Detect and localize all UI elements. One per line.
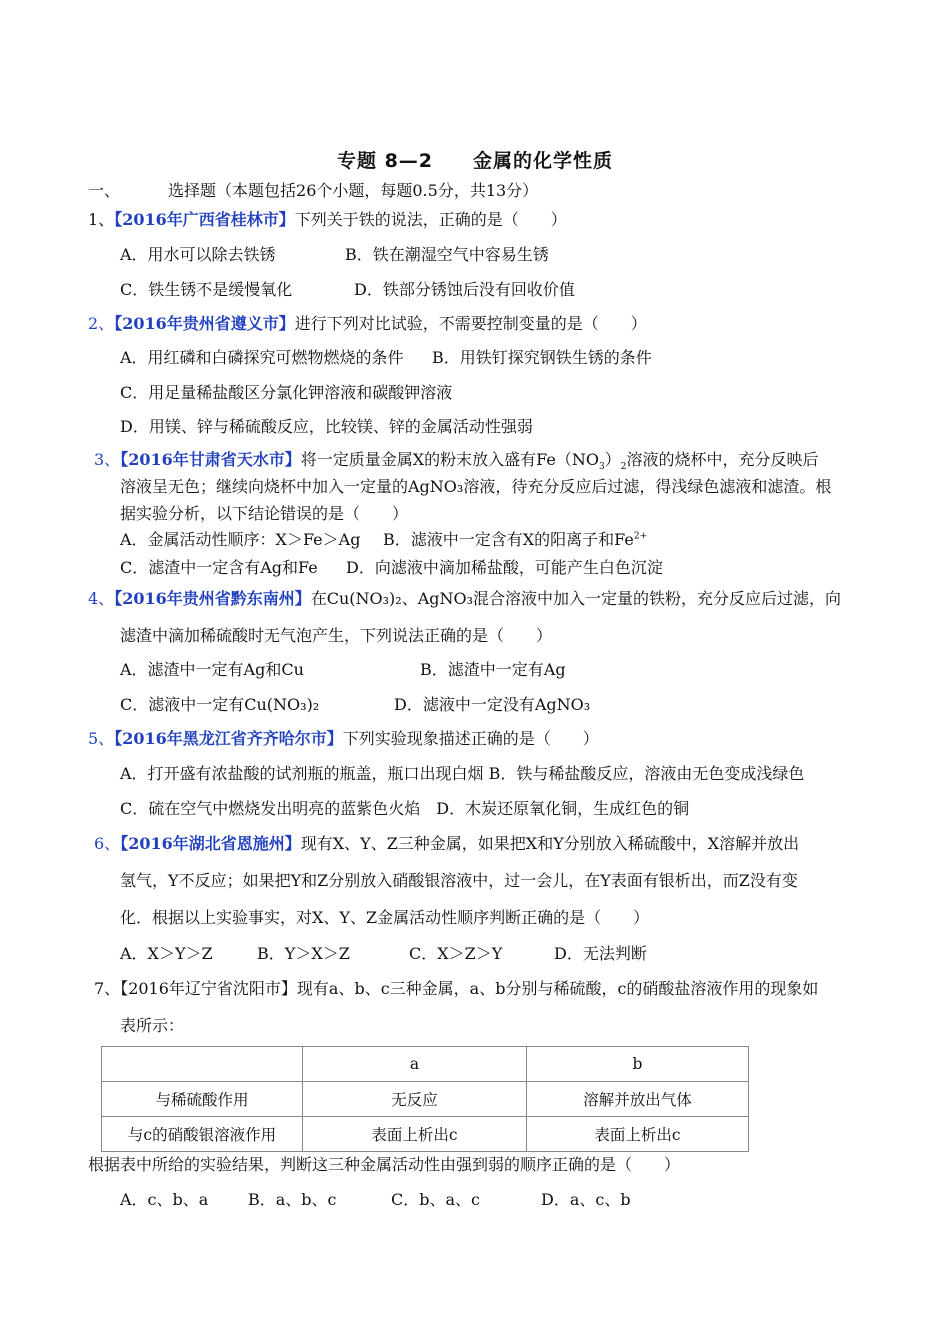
question-text: 下列实验现象描述正确的是（ ）	[342, 729, 599, 748]
table-cell: 无反应	[303, 1082, 527, 1117]
table-row	[102, 1082, 749, 1117]
question-2-option-d: D．用镁、锌与稀硫酸反应，比较镁、锌的金属活动性强弱	[120, 417, 533, 436]
question-number: 4、	[88, 589, 115, 608]
question-1-option-c: C．铁生锈不是缓慢氧化	[120, 280, 293, 299]
question-4-option-a: A．滤渣中一定有Ag和Cu	[120, 660, 304, 679]
table-header-cell: b	[527, 1047, 749, 1082]
question-3-stem-line-3: 据实验分析，以下结论错误的是（ ）	[120, 504, 409, 523]
question-4-option-b: B．滤渣中一定有Ag	[420, 660, 566, 679]
question-3-option-a: A．金属活动性顺序：X＞Fe＞Ag	[120, 530, 361, 549]
table-row	[102, 1117, 749, 1152]
question-2-option-c: C．用足量稀盐酸区分氯化钾溶液和碳酸钾溶液	[120, 383, 453, 402]
table-header-row	[102, 1047, 749, 1082]
question-source: 【2016年黑龙江省齐齐哈尔市】	[114, 729, 343, 748]
question-3-option-d: D．向滤液中滴加稀盐酸，可能产生白色沉淀	[346, 558, 663, 577]
table-cell: 表面上析出c	[303, 1117, 527, 1152]
question-6-option-a: A．X＞Y＞Z	[120, 944, 213, 963]
question-5-stem	[88, 728, 599, 750]
question-source: 【2016年贵州省黔东南州】	[114, 589, 311, 608]
question-3-stem-line-2: 溶液呈无色；继续向烧杯中加入一定量的AgNO₃溶液，待充分反应后过滤，得浅绿色滤液和滤渣。根	[120, 477, 832, 496]
question-4-stem-line-2: 滤渣中滴加稀硫酸时无气泡产生，下列说法正确的是（ ）	[120, 626, 553, 645]
question-number: 6、	[94, 834, 121, 853]
question-3-option-c: C．滤渣中一定含有Ag和Fe	[120, 558, 318, 577]
question-1-stem	[88, 209, 567, 231]
question-text-part: ）	[604, 450, 621, 469]
question-3-option-b	[383, 529, 647, 551]
question-number: 5、	[88, 729, 115, 748]
question-source: 【2016年辽宁省沈阳市】	[120, 979, 297, 998]
question-6-stem-line-3: 化．根据以上实验事实，对X、Y、Z金属活动性顺序判断正确的是（ ）	[120, 908, 650, 927]
question-source: 【2016年贵州省遵义市】	[114, 314, 295, 333]
question-source: 【2016年湖北省恩施州】	[120, 834, 301, 853]
question-2-stem	[88, 313, 647, 335]
question-6-stem-line-2: 氢气，Y不反应；如果把Y和Z分别放入硝酸银溶液中，过一会儿，在Y表面有银析出，而Z没有变	[120, 871, 798, 890]
question-text: 将一定质量金属X的粉末放入盛有Fe（NO	[300, 450, 599, 469]
question-3-stem-line-1	[94, 449, 818, 471]
results-table	[101, 1046, 749, 1152]
question-source: 【2016年广西省桂林市】	[114, 210, 295, 229]
question-7-option-c: C．b、a、c	[391, 1190, 480, 1209]
question-4-stem-line-1	[88, 588, 841, 610]
question-number: 1、	[88, 210, 115, 229]
question-text: 现有X、Y、Z三种金属，如果把X和Y分别放入稀硫酸中，X溶解并放出	[300, 834, 800, 853]
question-text: 在Cu(NO₃)₂、AgNO₃混合溶液中加入一定量的铁粉，充分反应后过滤，向	[310, 589, 842, 608]
question-text-part: 溶液的烧杯中，充分反映后	[626, 450, 819, 469]
question-1-option-d: D．铁部分锈蚀后没有回收价值	[354, 280, 575, 299]
question-7-option-d: D．a、c、b	[541, 1190, 631, 1209]
page-title: 专题 8—2 金属的化学性质	[336, 150, 614, 172]
question-text: 现有a、b、c三种金属，a、b分别与稀硫酸，c的硝酸盐溶液作用的现象如	[296, 979, 819, 998]
question-5-options-ab: A．打开盛有浓盐酸的试剂瓶的瓶盖，瓶口出现白烟 B．铁与稀盐酸反应，溶液由无色变成浅绿色	[120, 764, 805, 783]
question-6-option-b: B．Y＞X＞Z	[257, 944, 350, 963]
question-4-option-d: D．滤液中一定没有AgNO₃	[394, 695, 591, 714]
question-7-option-a: A．c、b、a	[120, 1190, 209, 1209]
question-number: 2、	[88, 314, 115, 333]
question-7-stem-line-2: 表所示：	[120, 1016, 185, 1035]
section-text: 选择题（本题包括26个小题，每题0.5分，共13分）	[168, 181, 539, 200]
question-6-stem-line-1	[94, 833, 799, 855]
question-2-option-b: B．用铁钉探究钢铁生锈的条件	[432, 348, 652, 367]
question-1-option-a: A．用水可以除去铁锈	[120, 245, 276, 264]
table-header-cell: a	[303, 1047, 527, 1082]
question-5-options-cd: C．硫在空气中燃烧发出明亮的蓝紫色火焰 D．木炭还原氧化铜，生成红色的铜	[120, 799, 690, 818]
subscript: 3	[598, 462, 605, 473]
superscript: 2+	[633, 531, 648, 542]
question-2-option-a: A．用红磷和白磷探究可燃物燃烧的条件	[120, 348, 404, 367]
question-text: 下列关于铁的说法，正确的是（ ）	[294, 210, 567, 229]
table-header-cell	[102, 1047, 303, 1082]
table-cell: 与稀硫酸作用	[102, 1082, 303, 1117]
question-6-option-d: D．无法判断	[554, 944, 647, 963]
option-text: B．滤液中一定含有X的阳离子和Fe	[383, 530, 634, 549]
subscript: 2	[620, 462, 627, 473]
question-number: 7、	[94, 979, 121, 998]
question-6-option-c: C．X＞Z＞Y	[409, 944, 503, 963]
section-heading	[88, 180, 538, 202]
question-text: 进行下列对比试验，不需要控制变量的是（ ）	[294, 314, 647, 333]
table-cell: 表面上析出c	[527, 1117, 749, 1152]
question-source: 【2016年甘肃省天水市】	[120, 450, 301, 469]
question-7-option-b: B．a、b、c	[248, 1190, 337, 1209]
question-7-after-table: 根据表中所给的实验结果，判断这三种金属活动性由强到弱的顺序正确的是（ ）	[88, 1155, 681, 1174]
question-4-option-c: C．滤液中一定有Cu(NO₃)₂	[120, 695, 320, 714]
table-cell: 溶解并放出气体	[527, 1082, 749, 1117]
table-cell: 与c的硝酸银溶液作用	[102, 1117, 303, 1152]
question-number: 3、	[94, 450, 121, 469]
question-7-stem-line-1	[94, 978, 818, 1000]
section-number: 一、	[88, 181, 121, 200]
question-1-option-b: B．铁在潮湿空气中容易生锈	[345, 245, 549, 264]
